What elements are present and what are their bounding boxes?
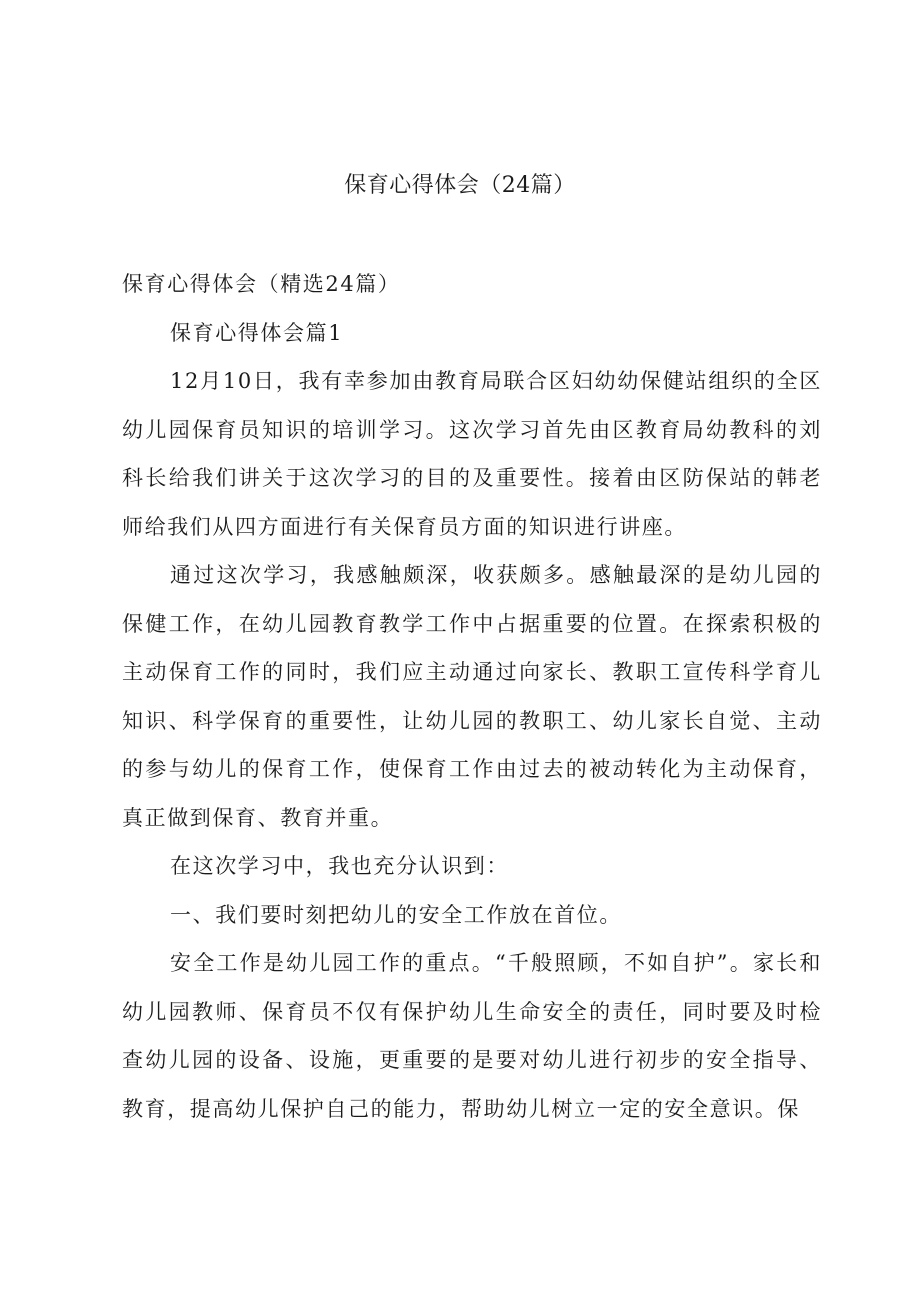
paragraph: 在这次学习中，我也充分认识到： [170,854,509,878]
paragraph: 通过这次学习，我感触颇深，收获颇多。感触最深的是幼儿园的保健工作，在幼儿园教育教学工作中占据重要的位置。在探索积极的主动保育工作的同时，我们应主动通过向家长、教职工宣传科学育儿知识、科学保育的重要性，让幼儿园的教职工、幼儿家长自觉、主动的参与幼儿的保育工作，使保育工作由过去的被动转化为主动保育，真正做到保育、教育并重。 [122,563,822,830]
document-body [122,260,822,1133]
paragraph: 安全工作是幼儿园工作的重点。“千般照顾，不如自护”。家长和幼儿园教师、保育员不仅有保护幼儿生命安全的责任，同时要及时检查幼儿园的设备、设施，更重要的是要对幼儿进行初步的安全指导、教育，提高幼儿保护自己的能力，帮助幼儿树立一定的安全意识。保 [122,951,822,1121]
document-subtitle: 保育心得体会（精选24篇） [122,272,401,296]
document-title: 保育心得体会（24篇） [344,173,576,198]
paragraph: 一、我们要时刻把幼儿的安全工作放在首位。 [170,902,622,927]
section-heading: 保育心得体会篇1 [170,320,344,345]
paragraph: 12月10日，我有幸参加由教育局联合区妇幼幼保健站组织的全区幼儿园保育员知识的培训学习。这次学习首先由区教育局幼教科的刘科长给我们讲关于这次学习的目的及重要性。接着由区防保站的韩老师给我们从四方面进行有关保育员方面的知识进行讲座。 [122,369,822,539]
